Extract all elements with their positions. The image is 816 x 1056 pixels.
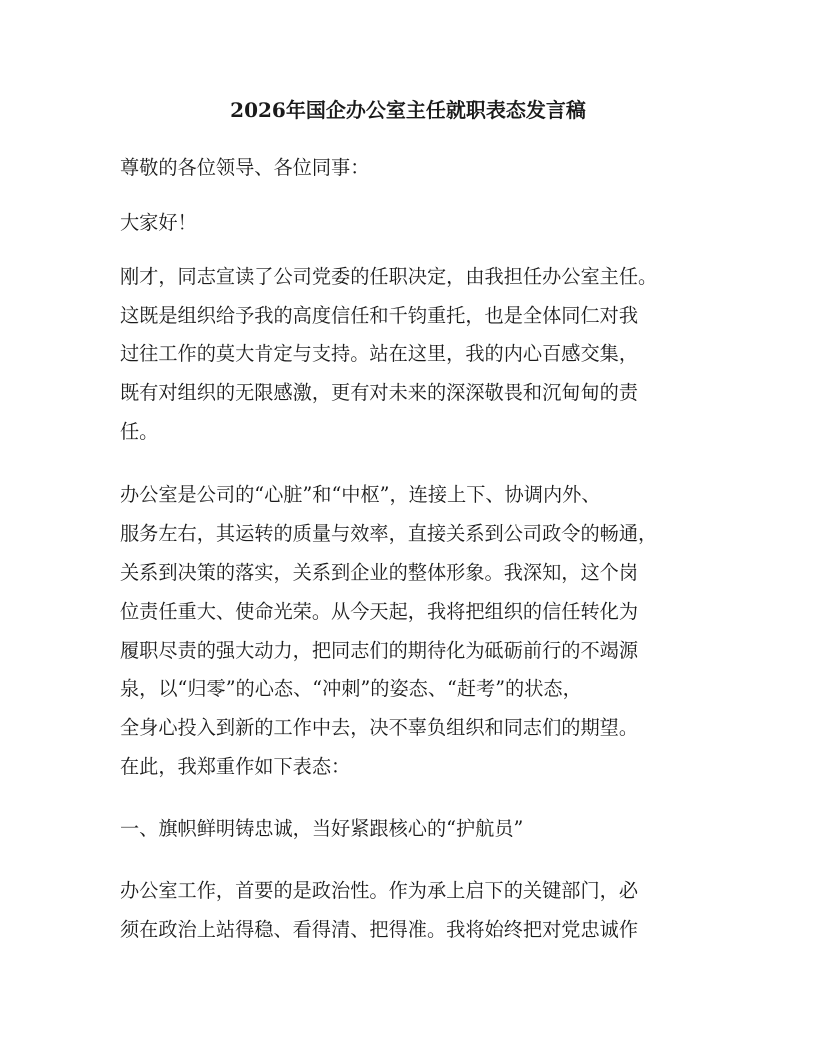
paragraph-2-line-6: 泉，以“归零”的心态、“冲刺”的姿态、“赶考”的状态， <box>120 677 582 700</box>
paragraph-1-line-3: 过往工作的莫大肯定与支持。站在这里，我的内心百感交集， <box>120 342 639 365</box>
paragraph-3-line-2: 须在政治上站得稳、看得清、把得准。我将始终把对党忠诚作 <box>120 918 639 941</box>
paragraph-2-line-7: 全身心投入到新的工作中去，决不辜负组织和同志们的期望。 <box>120 716 639 739</box>
paragraph-1-line-5: 任。 <box>120 420 159 443</box>
paragraph-2-line-1: 办公室是公司的“心脏”和“中枢”，连接上下、协调内外、 <box>120 483 601 506</box>
document-title: 2026年国企办公室主任就职表态发言稿 <box>230 98 586 122</box>
paragraph-1-line-2: 这既是组织给予我的高度信任和千钧重托，也是全体同仁对我 <box>120 304 639 327</box>
paragraph-1-line-1: 刚才，同志宣读了公司党委的任职决定，由我担任办公室主任。 <box>120 265 658 288</box>
paragraph-3-line-1: 办公室工作，首要的是政治性。作为承上启下的关键部门，必 <box>120 879 639 902</box>
paragraph-2-line-8: 在此，我郑重作如下表态： <box>120 755 351 778</box>
greeting-line: 大家好！ <box>120 211 197 234</box>
paragraph-1-line-4: 既有对组织的无限感激，更有对未来的深深敬畏和沉甸甸的责 <box>120 381 639 404</box>
paragraph-2-line-3: 关系到决策的落实，关系到企业的整体形象。我深知，这个岗 <box>120 561 639 584</box>
salutation-line: 尊敬的各位领导、各位同事： <box>120 156 370 179</box>
section-1-heading: 一、旗帜鲜明铸忠诚，当好紧跟核心的“护航员” <box>120 817 524 840</box>
paragraph-2-line-4: 位责任重大、使命光荣。从今天起，我将把组织的信任转化为 <box>120 600 639 623</box>
paragraph-2-line-2: 服务左右，其运转的质量与效率，直接关系到公司政令的畅通， <box>120 522 658 545</box>
paragraph-2-line-5: 履职尽责的强大动力，把同志们的期待化为砥砺前行的不竭源 <box>120 639 639 662</box>
